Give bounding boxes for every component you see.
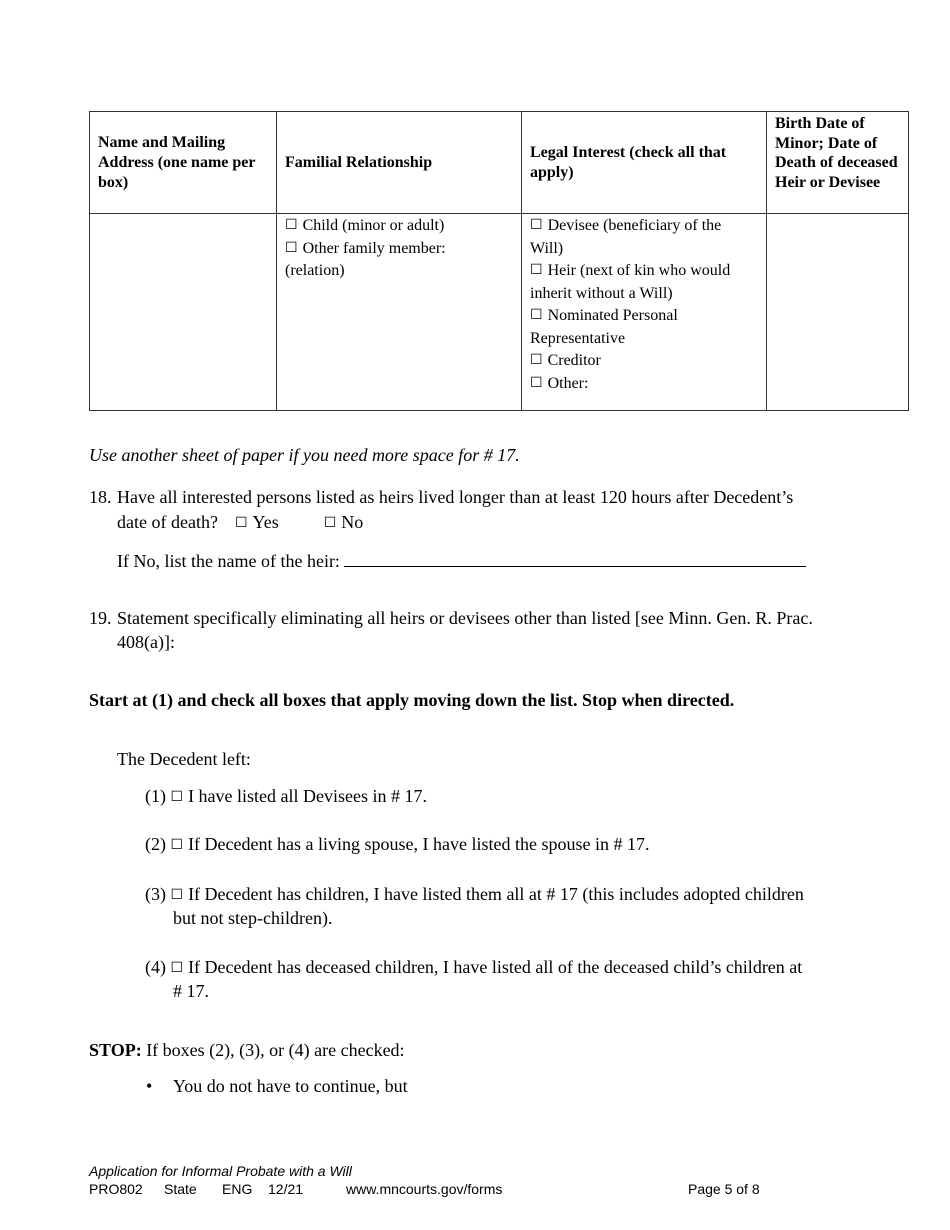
interest-heir-option[interactable]: ☐ Heir (next of kin who would <box>530 260 758 283</box>
q18-question-line1: Have all interested persons listed as heirs lived longer than at least 120 hours after Decedent’s <box>117 487 794 507</box>
checkbox[interactable]: ☐ <box>170 789 184 805</box>
footer-jurisdiction: State <box>164 1181 197 1197</box>
interest-creditor-option[interactable]: ☐ Creditor <box>530 350 758 373</box>
relationship-cell <box>277 214 522 411</box>
checkbox[interactable]: ☐ <box>323 515 337 531</box>
checkbox[interactable]: ☐ <box>170 887 184 903</box>
interest-heir-cont: inherit without a Will) <box>530 284 673 302</box>
q18-question-line2: date of death? ☐ Yes ☐ No <box>117 510 363 536</box>
relationship-child-option[interactable]: ☐ Child (minor or adult) <box>285 215 513 238</box>
item-1: (1) ☐ I have listed all Devisees in # 17. <box>145 784 427 810</box>
q19-statement-line2: 408(a)]: <box>117 632 175 652</box>
legal-interest-cell <box>522 214 767 411</box>
stop-label: STOP: <box>89 1040 142 1060</box>
item-3: (3) ☐ If Decedent has children, I have listed them all at # 17 (this includes adopted children <box>145 882 804 908</box>
header-legal-interest: Legal Interest (check all that apply) <box>522 112 767 214</box>
interest-nominated-option[interactable]: ☐ Nominated Personal <box>530 305 758 328</box>
birth-death-date-cell[interactable] <box>767 214 909 411</box>
footer-language: ENG <box>222 1181 253 1197</box>
interest-nominated-cont: Representative <box>530 329 626 347</box>
checkbox[interactable]: ☐ <box>170 837 184 853</box>
header-familial-relationship: Familial Relationship <box>277 112 522 214</box>
checkbox[interactable]: ☐ <box>170 960 184 976</box>
footer-date: 12/21 <box>268 1181 304 1197</box>
checkbox[interactable]: ☐ <box>530 374 543 391</box>
relationship-other-option[interactable]: ☐ Other family member: <box>285 238 513 261</box>
instruction-heading: Start at (1) and check all boxes that apply moving down the list. Stop when directed. <box>89 690 735 710</box>
footer-title: Application for Informal Probate with a Will <box>89 1163 352 1179</box>
footer-page: Page 5 of 8 <box>688 1181 760 1197</box>
stop-line: STOP: If boxes (2), (3), or (4) are checked: <box>89 1040 405 1060</box>
table-header-row <box>90 112 909 214</box>
q18-if-no-row: If No, list the name of the heir: <box>117 548 806 573</box>
interest-devisee-cont: Will) <box>530 239 564 257</box>
q18-no-option[interactable]: ☐ No <box>324 512 364 532</box>
heirs-table <box>89 111 909 411</box>
checkbox[interactable]: ☐ <box>530 307 543 323</box>
item-4-cont: # 17. <box>173 981 209 1001</box>
bullet-icon: • <box>146 1076 153 1096</box>
footer-meta <box>89 1181 789 1199</box>
checkbox[interactable]: ☐ <box>530 217 543 233</box>
q19-statement-line1: Statement specifically eliminating all heirs or devisees other than listed [see Minn. Gen. R. Prac. <box>117 608 813 628</box>
checkbox[interactable]: ☐ <box>285 239 298 256</box>
interest-devisee-option[interactable]: ☐ Devisee (beneficiary of the <box>530 215 758 238</box>
decedent-left-label: The Decedent left: <box>117 749 251 769</box>
footer-form-id: PRO802 <box>89 1181 143 1197</box>
checkbox[interactable]: ☐ <box>530 262 543 278</box>
item-2: (2) ☐ If Decedent has a living spouse, I have listed the spouse in # 17. <box>145 832 649 858</box>
heir-name-field[interactable] <box>344 548 806 567</box>
bullet-text: You do not have to continue, but <box>173 1076 408 1096</box>
checkbox[interactable]: ☐ <box>285 217 298 233</box>
relationship-relation-label: (relation) <box>285 262 345 279</box>
checkbox[interactable]: ☐ <box>530 352 543 368</box>
footer-url[interactable]: www.mncourts.gov/forms <box>346 1181 503 1197</box>
more-space-note: Use another sheet of paper if you need more space for # 17. <box>89 445 520 465</box>
item-3-cont: but not step-children). <box>173 908 333 928</box>
interest-other-option[interactable]: ☐ Other: <box>530 373 758 396</box>
table-row <box>90 214 909 411</box>
checkbox[interactable]: ☐ <box>234 515 248 531</box>
q18-number: 18. <box>89 487 112 507</box>
q19-number: 19. <box>89 608 112 628</box>
q18-yes-option[interactable]: ☐ Yes <box>235 512 279 532</box>
item-4: (4) ☐ If Decedent has deceased children, I have listed all of the deceased child’s children at <box>145 955 802 981</box>
header-birth-death-date: Birth Date of Minor; Date of Death of deceased Heir or Devisee <box>767 112 909 214</box>
name-address-cell[interactable] <box>90 214 277 411</box>
header-name-address: Name and Mailing Address (one name per box) <box>90 112 277 214</box>
